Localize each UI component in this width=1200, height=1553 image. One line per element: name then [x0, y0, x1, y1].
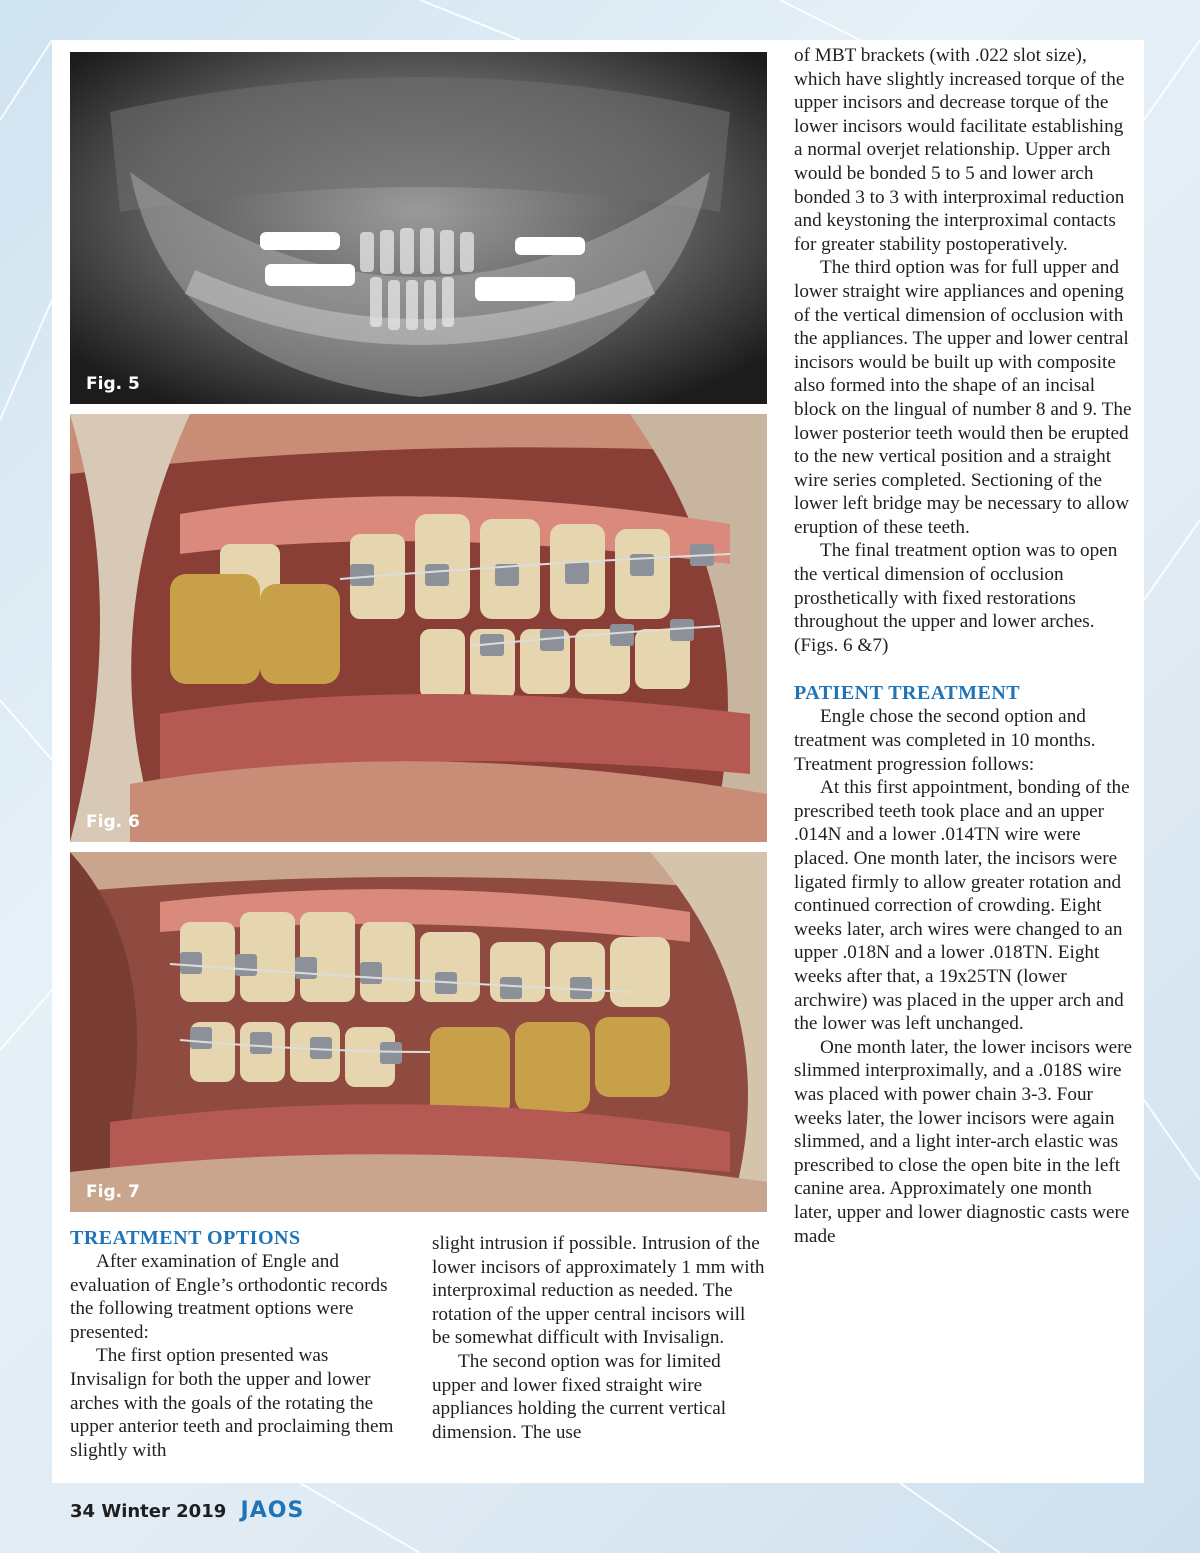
paragraph-first-option: The first option presented was Invisalign for both the upper and lower arches with the goals of the rotating the upper anterior teeth and proclaiming them slightly with: [70, 1345, 394, 1461]
page-footer: [70, 1498, 304, 1523]
figure-5-panoramic-xray: [70, 52, 767, 404]
middle-column: [432, 1232, 768, 1444]
paragraph-one-month-later: One month later, the lower incisors were slimmed interproximally, and a .018S wire was placed with power chain 3-3. Four weeks later, the lower incisors were again slimmed, and a light inter-arch elastic was prescribed to close the open bite in the left canine area. Approximately one month later, upper and lower diagnostic casts were made: [794, 1036, 1132, 1247]
issue-date: Winter 2019: [101, 1501, 227, 1522]
page-number: 34: [70, 1501, 96, 1522]
figure-6-intraoral-photo: [70, 414, 767, 842]
left-column: [70, 1226, 406, 1462]
figure-6-label: Fig. 6: [86, 812, 140, 832]
paragraph-slight-intrusion: slight intrusion if possible. Intrusion of the lower incisors of approximately 1 mm with interproximal reduction as needed. The rotation of the upper central incisors will be somewhat difficult with Invisalign.: [432, 1233, 765, 1349]
heading-patient-treatment: PATIENT TREATMENT: [794, 682, 1021, 705]
figure-7-intraoral-photo: [70, 852, 767, 1212]
journal-name: JAOS: [240, 1498, 305, 1523]
paragraph-second-option: The second option was for limited upper and lower fixed straight wire appliances holding the current vertical dimension. The use: [432, 1350, 727, 1443]
right-column: [794, 44, 1134, 1248]
paragraph-first-appointment: At this first appointment, bonding of the prescribed teeth took place and an upper .014N and a lower .014TN wire were placed. One month later, the incisors were ligated firmly to allow greater rotation and continued correction of crowding. Eight weeks later, arch wires were changed to an upper .018N and a lower .018TN. Eight weeks after that, a 19x25TN (lower archwire) was placed in the upper arch and the lower was left unchanged.: [794, 777, 1130, 1035]
figure-5-label: Fig. 5: [86, 374, 140, 394]
paragraph-engle-chose: Engle chose the second option and treatment was completed in 10 months. Treatment progression follows:: [794, 706, 1096, 775]
paragraph-third-option: The third option was for full upper and lower straight wire appliances and opening of the vertical dimension of occlusion with the appliances. The upper and lower central incisors would be built up with composite also formed into the shape of an incisal block on the lingual of number 8 and 9. The lower posterior teeth would then be erupted to the new vertical position and a straight wire series completed. Sectioning of the lower left bridge may be necessary to allow eruption of these teeth.: [794, 257, 1132, 538]
heading-treatment-options: TREATMENT OPTIONS: [70, 1227, 301, 1249]
figure-7-label: Fig. 7: [86, 1182, 140, 1202]
paragraph-final-option: The final treatment option was to open the vertical dimension of occlusion prosthetically with fixed restorations throughout the upper and lower arches.(Figs. 6 &7): [794, 540, 1118, 656]
xray-image: [70, 52, 767, 404]
paragraph-after-examination: After examination of Engle and evaluation of Engle’s orthodontic records the following treatment options were presented:: [70, 1251, 388, 1343]
intraoral-photo-7: [70, 852, 767, 1212]
intraoral-photo-6: [70, 414, 767, 842]
paragraph-mbt-brackets: of MBT brackets (with .022 slot size), which have slightly increased torque of the upper incisors and decrease torque of the lower incisors would facilitate establishing a normal overjet relationship. Upper arch would be bonded 5 to 5 and lower arch bonded 3 to 3 with interproximal reduction and keystoning the interproximal contacts for greater stability postoperatively.: [794, 45, 1125, 255]
